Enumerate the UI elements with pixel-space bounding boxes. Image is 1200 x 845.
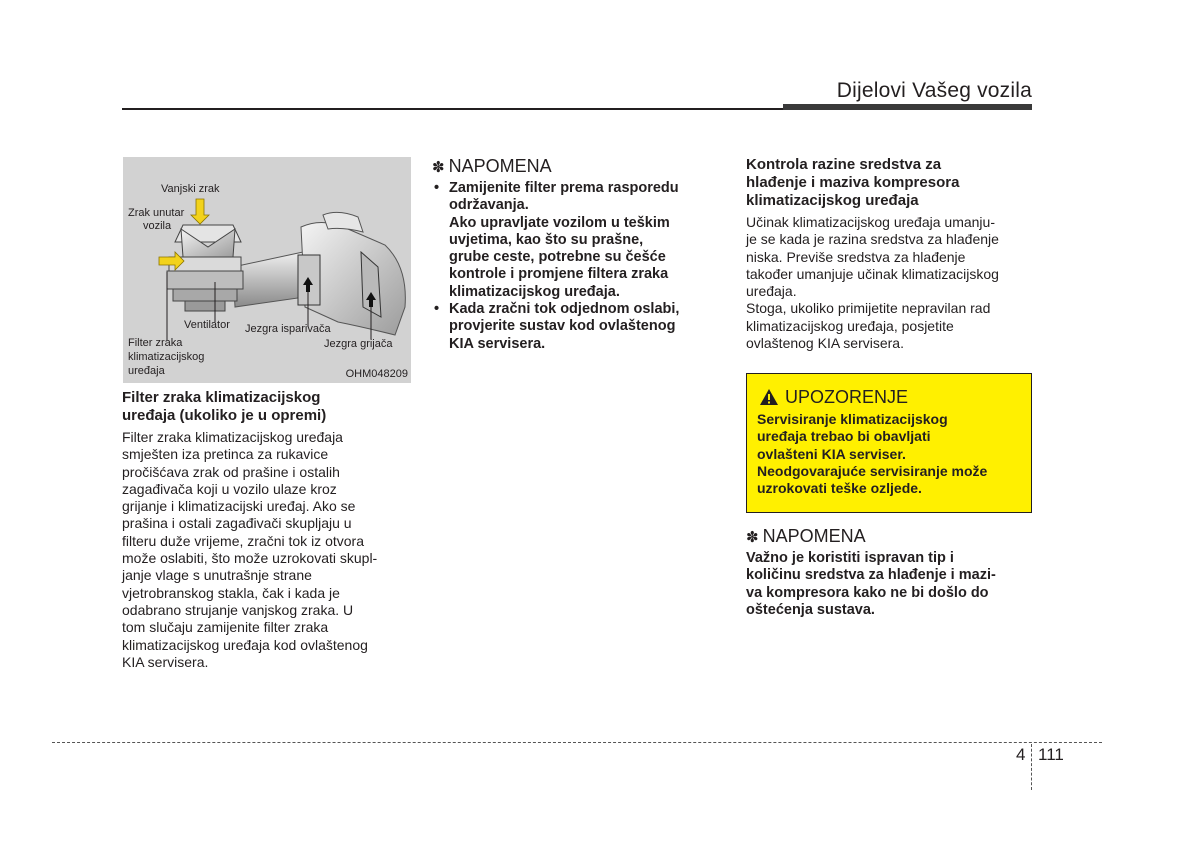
air-filter-illustration: [123, 157, 411, 383]
note-line: grube ceste, potrebne su češće: [449, 249, 666, 266]
figure-label-filter-2: klimatizacijskog: [128, 351, 205, 363]
body-line: prašina i ostali zagađivači skupljaju u: [122, 515, 352, 532]
warning-text: [757, 411, 1023, 497]
figure-code: OHM048209: [345, 368, 408, 380]
page-header-title: Dijelovi Vašeg vozila: [836, 79, 1032, 102]
body-line: može oslabiti, što može uzrokovati skupl-: [122, 550, 378, 567]
figure-label-inside-air-2: vozila: [143, 220, 172, 232]
body-line: je se kada je razina sredstva za hlađenje: [746, 231, 999, 248]
refrigerant-heading-line: klimatizacijskog uređaja: [746, 192, 919, 209]
body-line: filteru duže vrijeme, zračni tok iz otvora: [122, 532, 364, 549]
note-line: kontrole i promjene filtera zraka: [449, 266, 669, 283]
figure-label-heater: Jezgra grijača: [324, 338, 393, 350]
note-line: oštećenja sustava.: [746, 601, 875, 618]
body-line: Učinak klimatizacijskog uređaja umanju-: [746, 214, 995, 230]
note-bullet-item: [432, 180, 722, 301]
body-line: zagađivača koji u vozilo ulaze kroz: [122, 480, 337, 497]
note-line: KIA servisera.: [449, 335, 546, 352]
body-line: pročišćava zrak od prašine i ostalih: [122, 463, 340, 480]
body-line: grijanje i klimatizacijski uređaj. Ako se: [122, 498, 356, 515]
figure-label-evaporator: Jezgra isparivača: [245, 323, 331, 335]
note-line: održavanja.: [449, 197, 529, 214]
body-line: niska. Previše sredstva za hlađenje: [746, 248, 966, 265]
refrigerant-heading-line: hlađenje i maziva kompresora: [746, 174, 960, 191]
note-line: Zamijenite filter prema rasporedu: [449, 180, 679, 196]
note-title-text: NAPOMENA: [762, 526, 866, 546]
body-line: vjetrobranskog stakla, čak i kada je: [122, 584, 340, 601]
note-line: va kompresora kako ne bi došlo do: [746, 584, 989, 601]
warning-line: uzrokovati teške ozljede.: [757, 480, 922, 497]
body-line: klimatizacijskog uređaja, posjetite: [746, 317, 954, 334]
filter-heading-line: uređaja (ukoliko je u opremi): [122, 407, 327, 424]
warning-line: uređaja trebao bi obavljati: [757, 428, 931, 445]
note-refrigerant: [746, 526, 1036, 619]
body-line: smješten iza pretinca za rukavice: [122, 446, 329, 463]
warning-line: Servisiranje klimatizacijskog: [757, 411, 948, 427]
warning-line: ovlašteni KIA serviser.: [757, 445, 906, 462]
note-bullet-list: [432, 180, 722, 353]
note-line: uvjetima, kao što su prašne,: [449, 231, 644, 248]
figure-label-outside-air: Vanjski zrak: [161, 183, 220, 195]
refrigerant-heading-line: Kontrola razine sredstva za: [746, 156, 942, 173]
body-line: Stoga, ukoliko primijetite nepravilan rad: [746, 300, 991, 317]
refrigerant-section-heading: [746, 156, 1036, 210]
note-body: [746, 550, 1036, 619]
bullet-icon: •: [434, 301, 440, 318]
figure-label-filter-3: uređaja: [128, 365, 165, 377]
filter-section-body: [122, 429, 414, 671]
warning-triangle-icon: [759, 388, 779, 406]
note-bullet-item: [432, 301, 722, 353]
page-number: 111: [1038, 745, 1064, 764]
note-line: Ako upravljate vozilom u teškim: [449, 214, 670, 231]
body-line: klimatizacijskog uređaja kod ovlaštenog: [122, 636, 368, 653]
note-title: [746, 526, 1036, 548]
warning-box: [746, 373, 1032, 513]
refrigerant-section: [746, 156, 1036, 352]
chapter-number: 4: [1016, 745, 1026, 764]
body-line: ovlaštenog KIA servisera.: [746, 335, 904, 352]
warning-line: Neodgovarajuće servisiranje može: [757, 462, 988, 479]
asterisk-icon: ✽: [432, 159, 445, 176]
header-rule-accent: [783, 104, 1032, 110]
body-line: Filter zraka klimatizacijskog uređaja: [122, 429, 343, 445]
body-line: janje vlage s unutrašnje strane: [122, 567, 312, 584]
note-title: [432, 156, 722, 178]
figure-label-blower: Ventilator: [184, 319, 230, 331]
note-line: Važno je koristiti ispravan tip i: [746, 550, 954, 566]
footer-divider: [52, 742, 1102, 743]
figure-label-filter: Filter zraka: [128, 337, 183, 349]
filter-section: [122, 389, 414, 671]
asterisk-icon: ✽: [746, 529, 759, 546]
body-line: tom slučaju zamijenite filter zraka: [122, 619, 329, 636]
body-line: KIA servisera.: [122, 653, 209, 670]
filter-heading-line: Filter zraka klimatizacijskog: [122, 389, 321, 406]
body-line: uređaja.: [746, 283, 797, 300]
warning-title-text: UPOZORENJE: [785, 387, 909, 407]
note-line: količinu sredstva za hlađenje i mazi-: [746, 567, 996, 584]
bullet-icon: •: [434, 180, 440, 196]
note-line: klimatizacijskog uređaja.: [449, 283, 620, 300]
figure-label-inside-air: Zrak unutar: [128, 207, 185, 219]
footer-vertical-divider: [1031, 744, 1032, 790]
note-filter: [432, 156, 722, 353]
note-line: Kada zračni tok odjednom oslabi,: [449, 301, 680, 318]
note-line: provjerite sustav kod ovlaštenog: [449, 318, 676, 335]
refrigerant-section-body: [746, 214, 1036, 352]
warning-title: [759, 386, 908, 408]
note-title-text: NAPOMENA: [448, 156, 552, 176]
body-line: odabrano strujanje vanjskog zraka. U: [122, 601, 354, 618]
filter-section-heading: [122, 389, 414, 425]
body-line: također umanjuje učinak klimatizacijskog: [746, 265, 999, 282]
